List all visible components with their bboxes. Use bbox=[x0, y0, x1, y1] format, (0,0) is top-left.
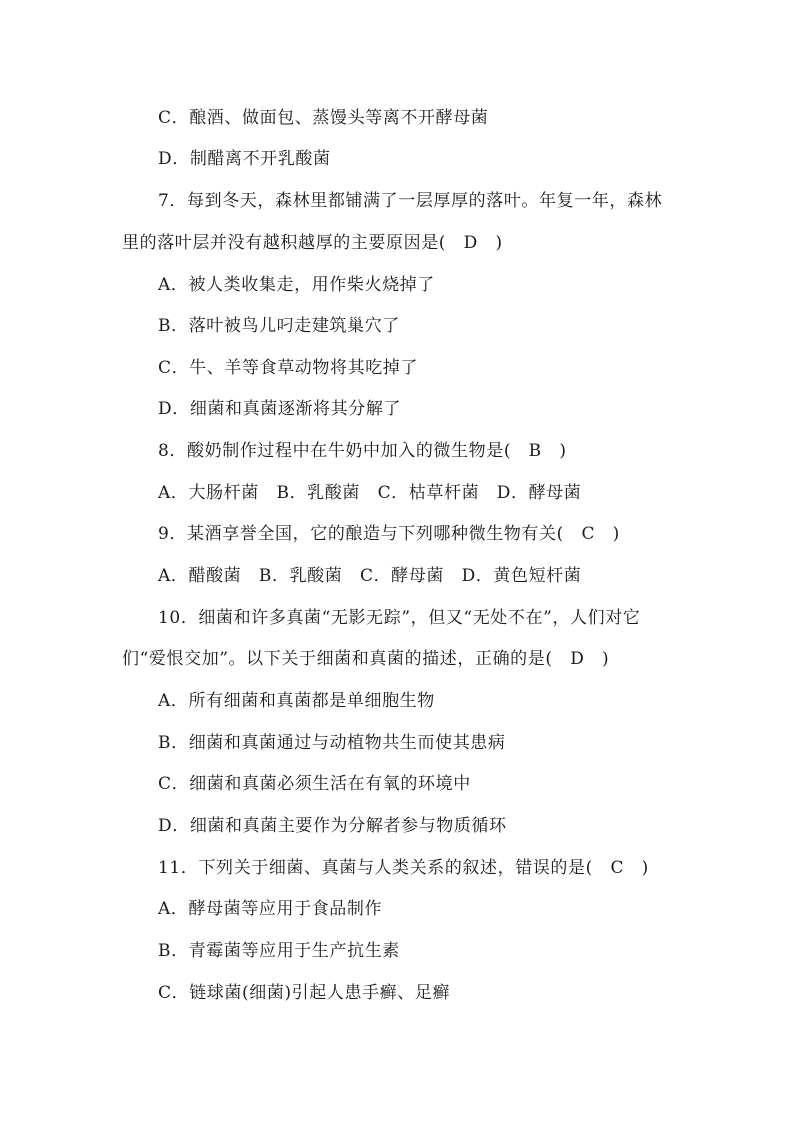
q10-option-b: B．细菌和真菌通过与动植物共生而使其患病 bbox=[158, 733, 506, 753]
q10-option-a: A．所有细菌和真菌都是单细胞生物 bbox=[158, 691, 435, 711]
q8-stem: 8．酸奶制作过程中在牛奶中加入的微生物是( B ) bbox=[158, 441, 567, 461]
q10-stem: 10．细菌和许多真菌“无影无踪”，但又“无处不在”，人们对它 bbox=[158, 608, 641, 628]
q9-stem: 9．某酒享誉全国，它的酿造与下列哪种微生物有关( C ) bbox=[158, 524, 620, 544]
q8-options: A．大肠杆菌 B．乳酸菌 C．枯草杆菌 D．酵母菌 bbox=[158, 483, 582, 503]
q7-stem-continued: 里的落叶层并没有越积越厚的主要原因是( D ) bbox=[122, 233, 503, 253]
q9-options: A．醋酸菌 B．乳酸菌 C．酵母菌 D．黄色短杆菌 bbox=[158, 566, 582, 586]
q7-stem: 7．每到冬天，森林里都铺满了一层厚厚的落叶。年复一年，森林 bbox=[158, 191, 663, 211]
q11-stem: 11．下列关于细菌、真菌与人类关系的叙述，错误的是( C ) bbox=[158, 858, 649, 878]
q7-option-d: D．细菌和真菌逐渐将其分解了 bbox=[158, 399, 402, 419]
q11-option-c: C．链球菌(细菌)引起人患手癣、足癣 bbox=[158, 983, 451, 1003]
q10-option-d: D．细菌和真菌主要作为分解者参与物质循环 bbox=[158, 816, 507, 836]
q7-option-b: B．落叶被鸟儿叼走建筑巢穴了 bbox=[158, 316, 400, 336]
q6-option-c: C．酿酒、做面包、蒸馒头等离不开酵母菌 bbox=[158, 108, 489, 128]
q6-option-d: D．制醋离不开乳酸菌 bbox=[158, 149, 331, 169]
q7-option-a: A．被人类收集走，用作柴火烧掉了 bbox=[158, 275, 435, 295]
q10-stem-continued: 们“爱恨交加”。以下关于细菌和真菌的描述，正确的是( D ) bbox=[122, 649, 610, 669]
q11-option-b: B．青霉菌等应用于生产抗生素 bbox=[158, 941, 400, 961]
q7-option-c: C．牛、羊等食草动物将其吃掉了 bbox=[158, 358, 419, 378]
q11-option-a: A．酵母菌等应用于食品制作 bbox=[158, 899, 383, 919]
q10-option-c: C．细菌和真菌必须生活在有氧的环境中 bbox=[158, 774, 471, 794]
